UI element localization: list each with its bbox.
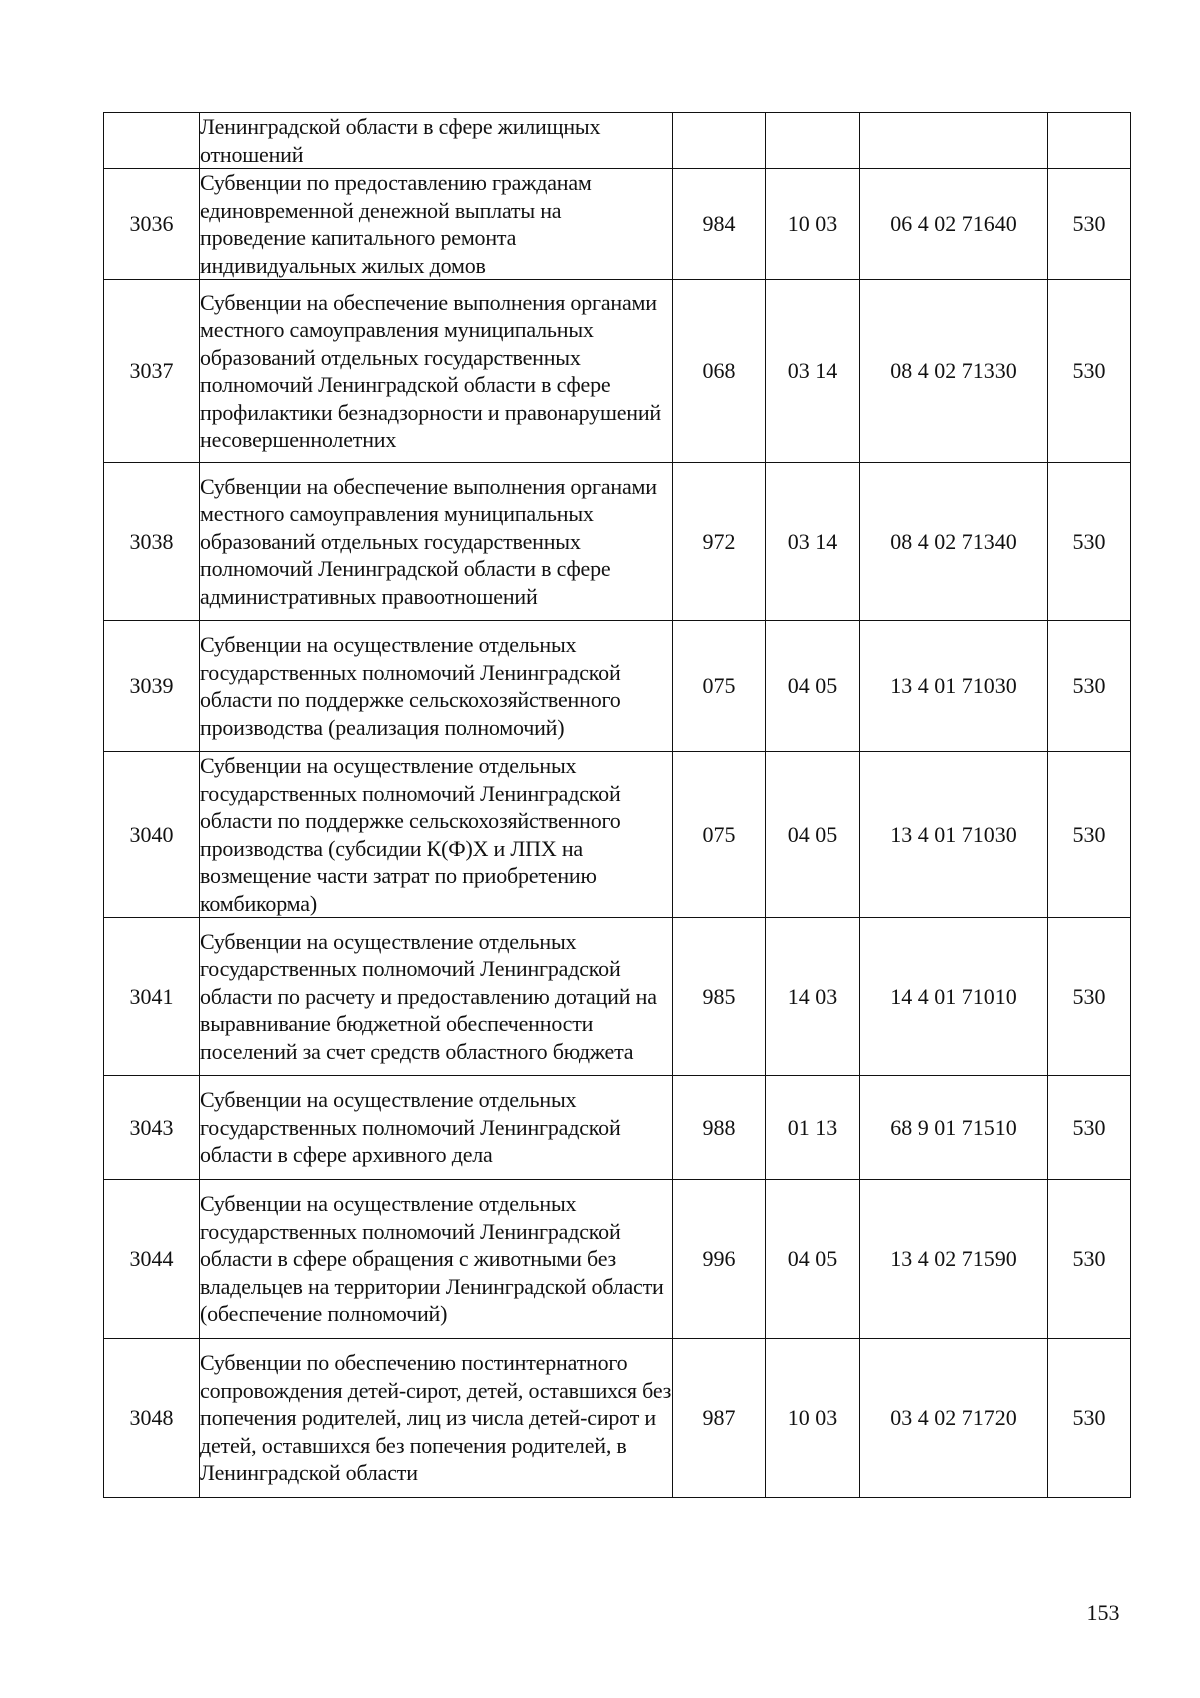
table-row	[104, 752, 1131, 918]
cell-description: Субвенции на обеспечение выполнения органами местного самоуправления муниципальных образований отдельных государственных полномочий Ленинградской области в сфере профилактики безнадзорности и правонарушений несовершеннолетних	[200, 280, 673, 463]
cell-section: 01 13	[766, 1076, 860, 1180]
cell-type: 530	[1048, 918, 1131, 1076]
cell-target: 03 4 02 71720	[860, 1339, 1048, 1498]
cell-description: Субвенции на осуществление отдельных государственных полномочий Ленинградской области по поддержке сельскохозяйственного производства (субсидии К(Ф)Х и ЛПХ на возмещение части затрат по приобретению комбикорма)	[200, 752, 673, 918]
page-number: 153	[1086, 1600, 1120, 1625]
cell-description: Субвенции на осуществление отдельных государственных полномочий Ленинградской области по поддержке сельскохозяйственного производства (реализация полномочий)	[200, 621, 673, 752]
cell-section: 04 05	[766, 1180, 860, 1339]
cell-type: 530	[1048, 1339, 1131, 1498]
cell-target: 06 4 02 71640	[860, 169, 1048, 280]
cell-type: 530	[1048, 1180, 1131, 1339]
cell-type: 530	[1048, 280, 1131, 463]
cell-grbs: 068	[673, 280, 766, 463]
cell-target: 14 4 01 71010	[860, 918, 1048, 1076]
table-row	[104, 1339, 1131, 1498]
cell-section: 10 03	[766, 1339, 860, 1498]
cell-code	[104, 113, 200, 169]
cell-section: 04 05	[766, 621, 860, 752]
cell-code: 3043	[104, 1076, 200, 1180]
cell-description: Субвенции по обеспечению постинтернатного сопровождения детей-сирот, детей, оставшихся без попечения родителей, лиц из числа детей-сирот и детей, оставшихся без попечения родителей, в Ленинградской области	[200, 1339, 673, 1498]
table-row	[104, 1180, 1131, 1339]
cell-type: 530	[1048, 1076, 1131, 1180]
cell-grbs: 075	[673, 752, 766, 918]
cell-grbs: 985	[673, 918, 766, 1076]
cell-description: Субвенции на осуществление отдельных государственных полномочий Ленинградской области по расчету и предоставлению дотаций на выравнивание бюджетной обеспеченности поселений за счет средств областного бюджета	[200, 918, 673, 1076]
cell-section: 04 05	[766, 752, 860, 918]
table-body	[104, 113, 1131, 1498]
table-row	[104, 918, 1131, 1076]
cell-grbs: 987	[673, 1339, 766, 1498]
cell-type: 530	[1048, 621, 1131, 752]
table-row	[104, 1076, 1131, 1180]
cell-code: 3037	[104, 280, 200, 463]
cell-code: 3041	[104, 918, 200, 1076]
cell-type: 530	[1048, 752, 1131, 918]
cell-target: 08 4 02 71330	[860, 280, 1048, 463]
cell-grbs	[673, 113, 766, 169]
subvention-table	[103, 112, 1131, 1498]
cell-description: Субвенции на осуществление отдельных государственных полномочий Ленинградской области в сфере архивного дела	[200, 1076, 673, 1180]
cell-description: Субвенции на обеспечение выполнения органами местного самоуправления муниципальных образований отдельных государственных полномочий Ленинградской области в сфере административных правоотношений	[200, 463, 673, 621]
cell-type: 530	[1048, 463, 1131, 621]
cell-target: 68 9 01 71510	[860, 1076, 1048, 1180]
cell-grbs: 988	[673, 1076, 766, 1180]
cell-grbs: 996	[673, 1180, 766, 1339]
cell-target: 13 4 02 71590	[860, 1180, 1048, 1339]
cell-target: 13 4 01 71030	[860, 752, 1048, 918]
cell-section: 14 03	[766, 918, 860, 1076]
cell-type	[1048, 113, 1131, 169]
cell-code: 3039	[104, 621, 200, 752]
cell-description: Ленинградской области в сфере жилищных отношений	[200, 113, 673, 169]
table-row	[104, 280, 1131, 463]
cell-code: 3036	[104, 169, 200, 280]
table-row	[104, 113, 1131, 169]
cell-description: Субвенции на осуществление отдельных государственных полномочий Ленинградской области в сфере обращения с животными без владельцев на территории Ленинградской области (обеспечение полномочий)	[200, 1180, 673, 1339]
cell-target	[860, 113, 1048, 169]
cell-section: 03 14	[766, 280, 860, 463]
cell-grbs: 972	[673, 463, 766, 621]
cell-section: 03 14	[766, 463, 860, 621]
cell-code: 3044	[104, 1180, 200, 1339]
cell-section: 10 03	[766, 169, 860, 280]
table-row	[104, 169, 1131, 280]
cell-target: 08 4 02 71340	[860, 463, 1048, 621]
cell-description: Субвенции по предоставлению гражданам единовременной денежной выплаты на проведение капитального ремонта индивидуальных жилых домов	[200, 169, 673, 280]
cell-code: 3040	[104, 752, 200, 918]
cell-grbs: 984	[673, 169, 766, 280]
table-row	[104, 463, 1131, 621]
cell-code: 3038	[104, 463, 200, 621]
cell-grbs: 075	[673, 621, 766, 752]
table-row	[104, 621, 1131, 752]
cell-target: 13 4 01 71030	[860, 621, 1048, 752]
cell-code: 3048	[104, 1339, 200, 1498]
cell-section	[766, 113, 860, 169]
cell-type: 530	[1048, 169, 1131, 280]
